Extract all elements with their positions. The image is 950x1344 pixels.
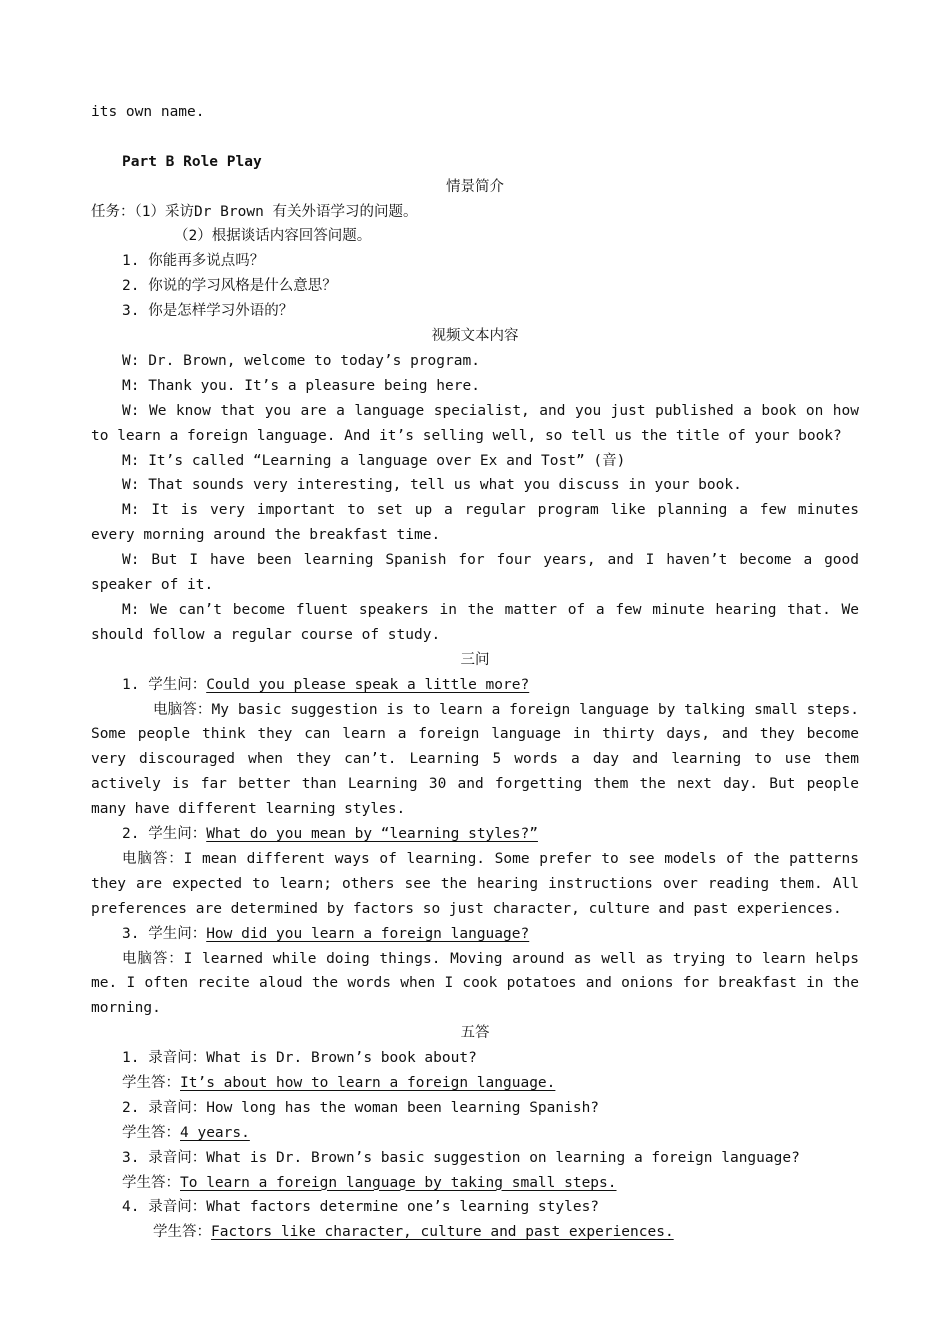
dialogue-line: W: That sounds very interesting, tell us what you discuss in your book. [122, 477, 742, 494]
computer-answer: 电脑答：My basic suggestion is to learn a foreign language by talking small steps. Some people think they can learn a foreign language in thirty days, and they become very discouraged when they can’t. Learning 5 words a day and learning to use them actively is far better than Learning 30 and forgetting them the next day. But people many have different learning styles. [91, 701, 859, 818]
student-answer: 学生答：It’s about how to learn a foreign language. [122, 1075, 556, 1092]
dialogue-line: M: We can’t become fluent speakers in the matter of a few minute hearing that. We should follow a regular course of study. [91, 601, 859, 643]
task-line-1: 任务：（1）采访Dr Brown 有关外语学习的问题。 [91, 203, 418, 220]
dialogue-line: M: It’s called “Learning a language over Ex and Tost” (音) [122, 452, 626, 469]
student-answer: 学生答：4 years. [122, 1124, 250, 1141]
question-text: What do you mean by “learning styles?” [206, 826, 538, 843]
recording-question: 4. 录音问：What factors determine one’s learning styles? [122, 1199, 600, 1216]
continued-text: its own name. [91, 104, 205, 120]
student-question: 1. 学生问：Could you please speak a little more? [122, 676, 530, 693]
computer-answer: 电脑答：I learned while doing things. Moving around as well as trying to learn helps me. I often recite aloud the words when I cook potatoes and onions for breakfast in the morning. [91, 950, 859, 1017]
part-title: Part B Role Play [122, 153, 262, 170]
task-question: 2. 你说的学习风格是什么意思？ [122, 278, 337, 295]
task-line-2: （2）根据谈话内容回答问题。 [174, 228, 372, 245]
recording-question: 3. 录音问：What is Dr. Brown’s basic suggestion on learning a foreign language? [122, 1149, 800, 1166]
five-answers-heading: 五答 [460, 1025, 490, 1042]
answer-text: My basic suggestion is to learn a foreign language by talking small steps. Some people think they can learn a foreign language in thirty days, and they become very discouraged when they can’t. Learning 5 words a day and learning to use them actively is far better than Learning 30 and forgetting them the next day. But people many have different learning styles. [91, 701, 859, 818]
dialogue-line: W: We know that you are a language specialist, and you just published a book on how to learn a foreign language. And it’s selling well, so tell us the title of your book? [91, 402, 859, 444]
dialogue-line: W: But I have been learning Spanish for four years, and I haven’t become a good speaker of it. [91, 552, 859, 593]
student-answer: 学生答：To learn a foreign language by taking small steps. [122, 1174, 617, 1191]
dialogue-line: M: Thank you. It’s a pleasure being here. [122, 377, 480, 394]
document-page [91, 100, 859, 1245]
recording-question: 1. 录音问：What is Dr. Brown’s book about? [122, 1050, 477, 1067]
recording-question: 2. 录音问：How long has the woman been learning Spanish? [122, 1099, 600, 1116]
three-questions-heading: 三问 [460, 651, 490, 668]
dialogue-line: W: Dr. Brown, welcome to today’s program. [122, 352, 480, 369]
student-question: 2. 学生问：What do you mean by “learning styles?” [122, 826, 538, 843]
answer-text: I learned while doing things. Moving around as well as trying to learn helps me. I often recite aloud the words when I cook potatoes and onions for breakfast in the morning. [91, 950, 859, 1017]
video-heading: 视频文本内容 [431, 328, 519, 345]
student-answer: 学生答：Factors like character, culture and past experiences. [153, 1224, 674, 1241]
question-text: How did you learn a foreign language? [206, 925, 530, 942]
student-question: 3. 学生问：How did you learn a foreign language? [122, 925, 530, 942]
answer-text: I mean different ways of learning. Some prefer to see models of the patterns they are expected to learn; others see the hearing instructions over reading them. All preferences are determined by factors so just character, culture and past experiences. [91, 850, 859, 917]
task-question: 3. 你是怎样学习外语的？ [122, 303, 294, 320]
question-text: Could you please speak a little more? [206, 676, 530, 693]
dialogue-line: M: It is very important to set up a regular program like planning a few minutes every morning around the breakfast time. [91, 502, 859, 544]
computer-answer: 电脑答：I mean different ways of learning. Some prefer to see models of the patterns they are expected to learn; others see the hearing instructions over reading them. All preferences are determined by factors so just character, culture and past experiences. [91, 850, 859, 917]
task-question: 1. 你能再多说点吗？ [122, 253, 265, 270]
scenario-heading: 情景简介 [446, 178, 504, 195]
